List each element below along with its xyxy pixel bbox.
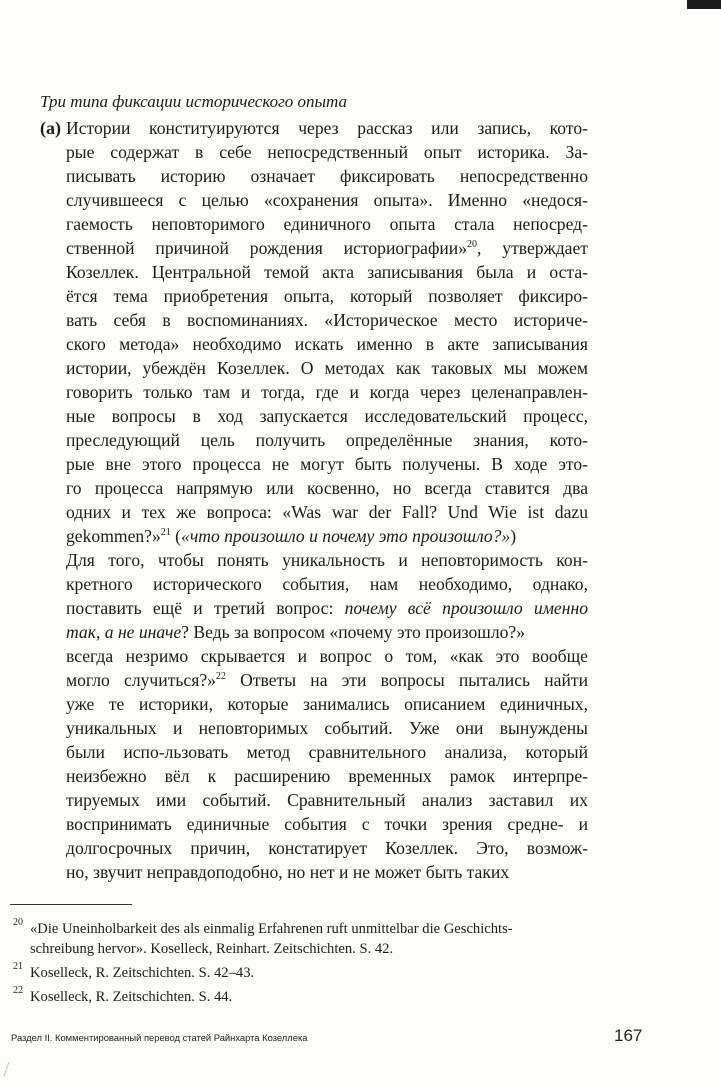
body-line bbox=[66, 140, 588, 164]
body-line bbox=[66, 380, 588, 404]
text-segment: всегда незримо скрывается и вопрос о том, «как это вообще bbox=[66, 646, 588, 666]
text-segment: , утверждает bbox=[477, 238, 588, 258]
body-line bbox=[66, 212, 588, 236]
text-segment: неизбежно вёл к расширению временных рамок интерпре- bbox=[66, 766, 588, 786]
italic-text: почему всё произошло именно bbox=[344, 598, 588, 618]
text-segment: случившееся с целью «сохранения опыта». Именно «недося- bbox=[66, 190, 588, 210]
text-segment: уникальных и неповторимых событий. Уже они вынуждены bbox=[66, 718, 588, 738]
body-line bbox=[66, 428, 588, 452]
text-segment: Истории конституируются через рассказ или запись, кото- bbox=[66, 118, 588, 138]
body-line bbox=[66, 812, 588, 836]
body-line bbox=[66, 716, 588, 740]
body-line bbox=[66, 692, 588, 716]
body-line bbox=[66, 764, 588, 788]
body-line bbox=[66, 116, 588, 140]
page-number: 167 bbox=[614, 1026, 643, 1045]
text-segment: ? Ведь за вопросом «почему это произошло?» bbox=[181, 622, 525, 642]
text-segment: рые вне этого процесса не могут быть получены. В ходе это- bbox=[66, 454, 588, 474]
body-line bbox=[66, 500, 588, 524]
body-line bbox=[66, 620, 588, 644]
text-segment: вать себя в воспоминаниях. «Историческое место историче- bbox=[66, 310, 588, 330]
footnote-number: 22 bbox=[13, 985, 23, 996]
text-segment: одних и тех же вопроса: «Was war der Fall? Und Wie ist dazu bbox=[66, 502, 588, 522]
text-segment: ( bbox=[170, 526, 182, 546]
body-line bbox=[66, 356, 588, 380]
body-line bbox=[66, 788, 588, 812]
italic-text: так, а не иначе bbox=[66, 622, 182, 642]
text-segment: но, звучит неправдоподобно, но нет и не может быть таких bbox=[66, 862, 510, 882]
footnote-number: 21 bbox=[13, 961, 23, 972]
footnote-text: «Die Uneinholbarkeit des als einmalig Erfahrenen ruft unmittelbar die Geschichts- bbox=[30, 921, 513, 937]
body-line bbox=[66, 404, 588, 428]
body-line bbox=[66, 740, 588, 764]
body-line bbox=[66, 524, 588, 548]
text-segment: говорить только там и тогда, где и когда через целенаправлен- bbox=[66, 382, 588, 402]
text-segment: gekommen?» bbox=[66, 526, 161, 546]
body-line bbox=[66, 644, 588, 668]
text-segment: ственной причиной рождения историографии» bbox=[66, 238, 468, 258]
body-line bbox=[66, 332, 588, 356]
footnote-text: Koselleck, R. Zeitschichten. S. 42–43. bbox=[30, 965, 255, 981]
body-line bbox=[66, 668, 588, 692]
text-segment: рые содержат в себе непосредственный опыт историка. За- bbox=[66, 142, 588, 162]
footnote-number: 20 bbox=[13, 917, 23, 928]
body-line bbox=[66, 596, 588, 620]
body-line bbox=[66, 860, 588, 884]
footnote-rule bbox=[10, 904, 132, 905]
text-segment: го процесса напрямую или косвенно, но всегда ставится два bbox=[66, 478, 588, 498]
running-title: Раздел II. Комментированный перевод статей Райнхарта Козеллека bbox=[11, 1032, 308, 1043]
text-segment: ные вопросы в ход запускается исследовательский процесс, bbox=[66, 406, 588, 426]
body-line bbox=[66, 236, 588, 260]
section-heading: Три типа фиксации исторического опыта bbox=[40, 92, 348, 111]
scan-corner-mark bbox=[687, 0, 721, 9]
footnote-text: schreibung hervor». Koselleck, Reinhart. Zeitschichten. S. 42. bbox=[30, 941, 394, 957]
text-segment: преследующий цель получить определённые знания, кото- bbox=[66, 430, 588, 450]
body-line bbox=[66, 572, 588, 596]
text-segment: тируемых ими событий. Сравнительный анализ заставил их bbox=[66, 790, 588, 810]
footnote-ref: 20 bbox=[467, 239, 478, 251]
text-segment: Козеллек. Центральной темой акта записывания была и оста- bbox=[66, 262, 588, 282]
body-line bbox=[66, 188, 588, 212]
body-line bbox=[66, 164, 588, 188]
item-marker: (a) bbox=[40, 118, 61, 138]
text-segment: ) bbox=[510, 526, 517, 546]
text-segment: ётся тема приобретения опыта, который позволяет фиксиро- bbox=[66, 286, 588, 306]
text-segment: кретного исторического события, нам необходимо, однако, bbox=[66, 574, 588, 594]
scan-artifact-mark bbox=[3, 1062, 15, 1076]
text-segment: истории, убеждён Козеллек. О методах как таковых мы можем bbox=[66, 358, 588, 378]
footnote-ref: 21 bbox=[160, 527, 171, 539]
body-line bbox=[66, 476, 588, 500]
text-segment: были испо-льзовать метод сравнительного анализа, который bbox=[66, 742, 588, 762]
text-segment: писывать историю означает фиксировать непосредственно bbox=[66, 166, 588, 186]
body-line bbox=[66, 308, 588, 332]
footnote-text: Koselleck, R. Zeitschichten. S. 44. bbox=[30, 989, 233, 1005]
footnote-ref: 22 bbox=[215, 671, 226, 683]
text-segment: воспринимать единичные события с точки зрения средне- и bbox=[66, 814, 588, 834]
body-line bbox=[66, 836, 588, 860]
body-line bbox=[66, 452, 588, 476]
text-segment: Для того, чтобы понять уникальность и неповторимость кон- bbox=[66, 550, 588, 570]
text-segment: поставить ещё и третий вопрос: bbox=[66, 598, 345, 618]
text-segment: гаемость неповторимого единичного опыта стала непосред- bbox=[66, 214, 588, 234]
text-segment: уже те историки, которые занимались описанием единичных, bbox=[66, 694, 588, 714]
body-line bbox=[66, 548, 588, 572]
body-line bbox=[66, 260, 588, 284]
text-segment: могло случиться?» bbox=[66, 670, 216, 690]
body-line bbox=[66, 284, 588, 308]
text-segment: Ответы на эти вопросы пытались найти bbox=[225, 670, 588, 690]
text-segment: ского метода» необходимо искать именно в акте записывания bbox=[66, 334, 588, 354]
italic-text: «что произошло и почему это произошло?» bbox=[181, 526, 511, 546]
text-segment: долгосрочных причин, констатирует Козеллек. Это, возмож- bbox=[66, 838, 588, 858]
